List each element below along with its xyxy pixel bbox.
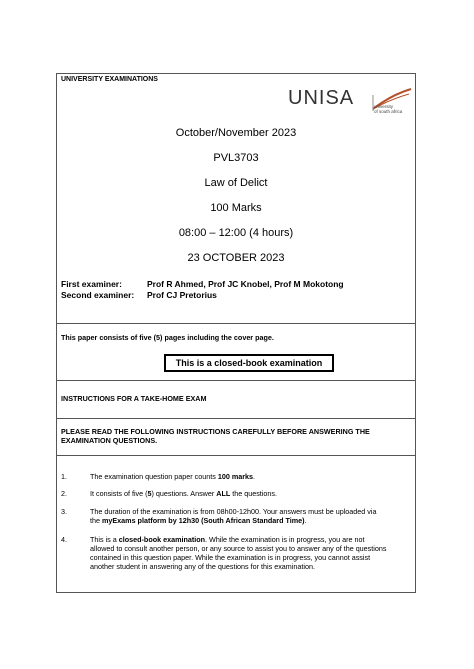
instruction-4-line1 — [90, 535, 412, 544]
instruction-4-line1-bold: closed-book examination — [118, 535, 206, 544]
first-examiner-label: First examiner: — [61, 279, 122, 289]
rule-1 — [56, 323, 416, 324]
instruction-4-number: 4. — [61, 535, 67, 544]
instruction-1 — [90, 472, 412, 481]
take-home-heading: INSTRUCTIONS FOR A TAKE-HOME EXAM — [61, 394, 207, 403]
rule-4 — [56, 455, 416, 456]
instruction-2-bold: 5 — [147, 489, 152, 498]
instruction-1-number: 1. — [61, 472, 67, 481]
instruction-4-line2: allowed to consult another person, or any source to assist you to answer any of the questions — [90, 544, 387, 553]
unisa-logo — [288, 87, 354, 110]
rule-2 — [56, 380, 416, 381]
instruction-2 — [90, 489, 412, 498]
rule-3 — [56, 418, 416, 419]
exam-marks: 100 Marks — [210, 202, 262, 214]
exam-session: October/November 2023 — [175, 127, 297, 139]
read-instructions-heading — [61, 427, 413, 445]
module-name: Law of Delict — [204, 177, 268, 189]
instruction-1-end: . — [253, 472, 256, 481]
header-label: UNIVERSITY EXAMINATIONS — [61, 76, 158, 83]
top-rule — [56, 73, 416, 74]
instruction-2-mid: ) questions. Answer — [151, 489, 217, 498]
instruction-2-bold2: ALL — [216, 489, 231, 498]
exam-time: 08:00 – 12:00 (4 hours) — [178, 227, 294, 239]
instruction-2-end: the questions. — [230, 489, 277, 498]
read-heading-line2: EXAMINATION QUESTIONS. — [61, 436, 158, 445]
instruction-3 — [90, 507, 412, 525]
instruction-4 — [90, 535, 412, 571]
exam-code: PVL3703 — [213, 152, 259, 164]
instruction-4-line1-text: This is a — [90, 535, 119, 544]
instruction-4-line3: contained in this question paper. While the examination is in progress, you cannot assist — [90, 553, 371, 562]
exam-date: 23 OCTOBER 2023 — [187, 252, 285, 264]
logo-name: UNISA — [288, 87, 355, 109]
bottom-rule — [56, 592, 416, 593]
instruction-4-line1-end: . While the examination is in progress, you are not — [205, 535, 365, 544]
second-examiner-names: Prof CJ Pretorius — [147, 290, 217, 300]
instruction-1-text: The examination question paper counts — [90, 472, 218, 481]
instruction-2-text: It consists of five ( — [90, 489, 148, 498]
paper-info: This paper consists of five (5) pages including the cover page. — [61, 333, 274, 342]
logo-tagline — [374, 104, 402, 114]
instruction-2-number: 2. — [61, 489, 67, 498]
instruction-4-line4: another student in answering any of the questions for this examination. — [90, 562, 315, 571]
instruction-3-line2 — [90, 516, 412, 525]
instruction-3-line2-end: . — [304, 516, 307, 525]
logo-tagline-2: of south africa — [374, 109, 403, 114]
instruction-3-line2-bold: myExams platform by 12h30 (South African Standard Time) — [102, 516, 305, 525]
closed-book-box: This is a closed-book examination — [164, 354, 334, 372]
instruction-1-bold: 100 marks — [217, 472, 254, 481]
second-examiner-label: Second examiner: — [61, 290, 135, 300]
first-examiner-names: Prof R Ahmed, Prof JC Knobel, Prof M Mokotong — [147, 279, 344, 289]
logo-tagline-1: university — [374, 104, 394, 109]
instruction-3-line2-text: the — [90, 516, 102, 525]
instruction-3-number: 3. — [61, 507, 67, 516]
read-heading-line1: PLEASE READ THE FOLLOWING INSTRUCTIONS CAREFULLY BEFORE ANSWERING THE — [61, 427, 370, 436]
instruction-3-line1: The duration of the examination is from 08h00-12h00. Your answers must be uploaded via — [90, 507, 377, 516]
